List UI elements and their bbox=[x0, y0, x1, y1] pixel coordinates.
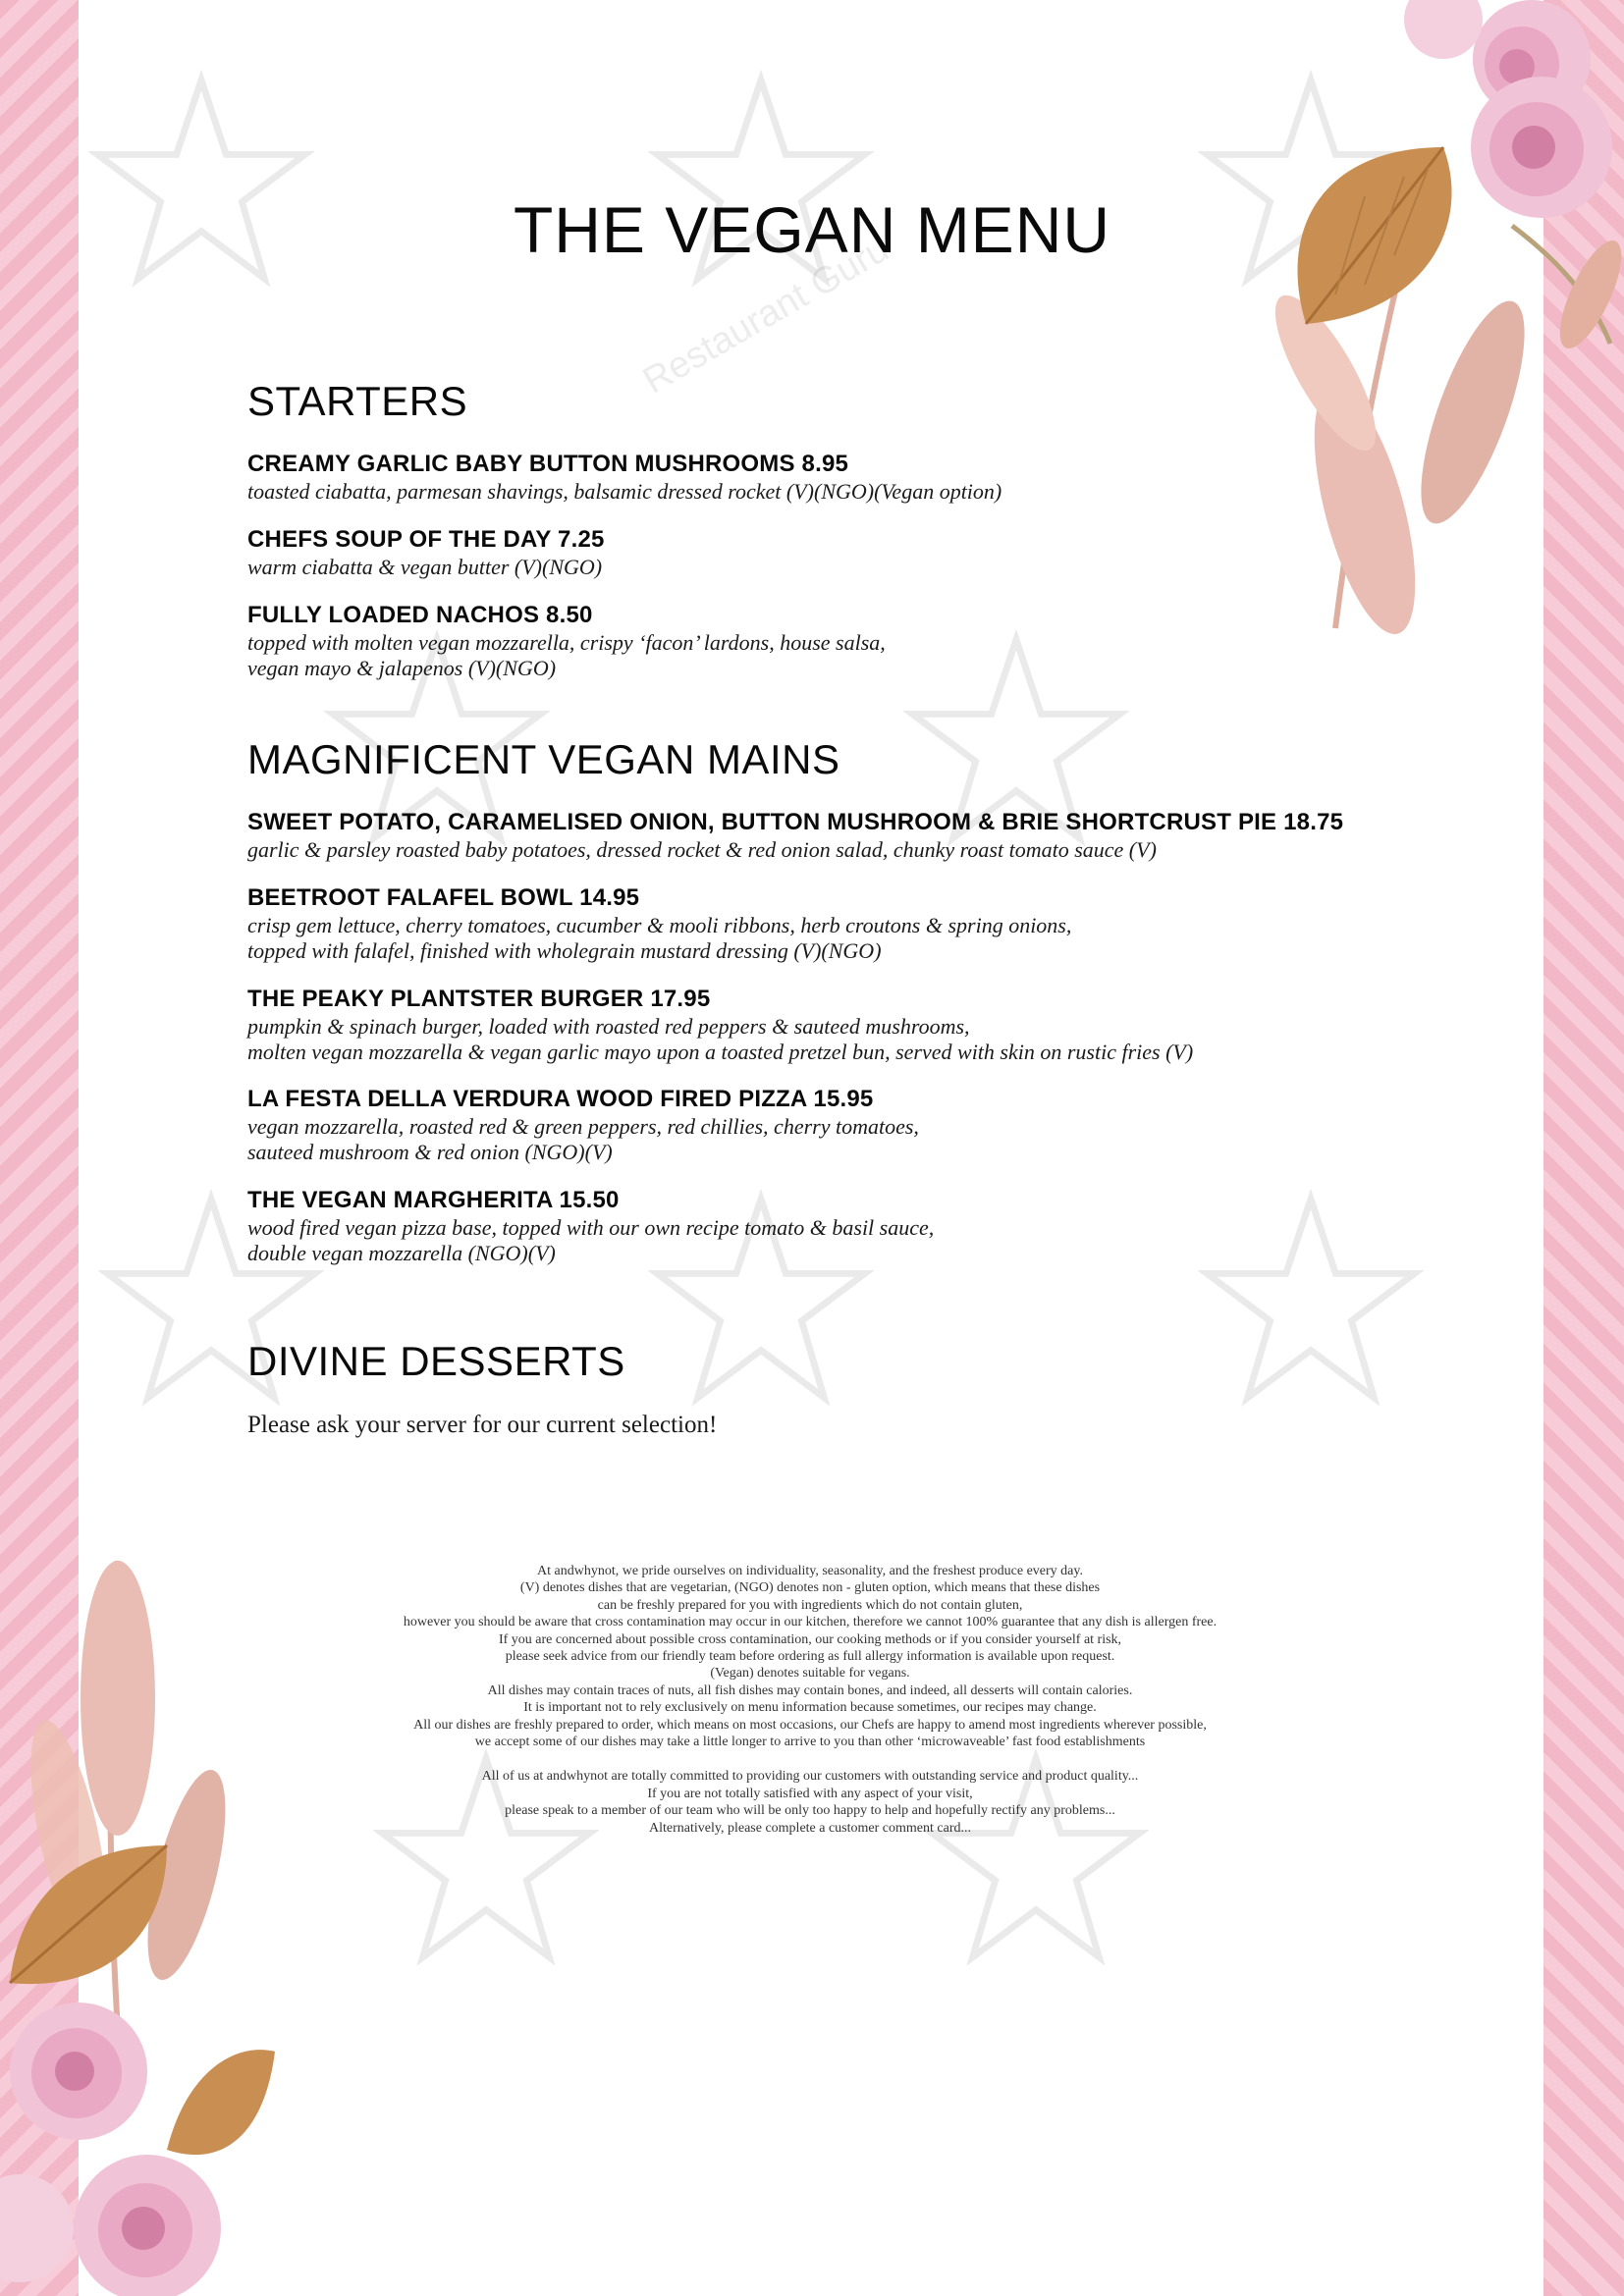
menu-item bbox=[247, 985, 1426, 1065]
footer-line: please seek advice from our friendly team before ordering as full allergy information is available upon request. bbox=[505, 1649, 1115, 1665]
item-name: THE PEAKY PLANTSTER BURGER 17.95 bbox=[247, 986, 711, 1012]
item-description: toasted ciabatta, parmesan shavings, balsamic dressed rocket (V)(NGO)(Vegan option) bbox=[247, 479, 1002, 504]
item-description: molten vegan mozzarella & vegan garlic mayo upon a toasted pretzel bun, served with skin on rustic fries (V) bbox=[247, 1040, 1194, 1064]
footer-line: please speak to a member of our team who will be only too happy to help and hopefully rectify any problems... bbox=[505, 1803, 1115, 1819]
footer-line: however you should be aware that cross contamination may occur in our kitchen, therefore we cannot 100% guarantee that any dish is allergen free. bbox=[403, 1615, 1218, 1630]
item-description: topped with falafel, finished with wholegrain mustard dressing (V)(NGO) bbox=[247, 938, 882, 963]
section-title-mains: MAGNIFICENT VEGAN MAINS bbox=[247, 736, 840, 782]
footer-line: If you are not totally satisfied with any aspect of your visit, bbox=[647, 1786, 973, 1801]
footer-line: At andwhynot, we pride ourselves on individuality, seasonality, and the freshest produce every day. bbox=[537, 1564, 1083, 1578]
item-name: SWEET POTATO, CARAMELISED ONION, BUTTON MUSHROOM & BRIE SHORTCRUST PIE 18.75 bbox=[247, 809, 1344, 835]
item-name: CHEFS SOUP OF THE DAY 7.25 bbox=[247, 526, 605, 553]
item-name: LA FESTA DELLA VERDURA WOOD FIRED PIZZA 15.95 bbox=[247, 1086, 874, 1112]
footer-line: All our dishes are freshly prepared to order, which means on most occasions, our Chefs are happy to amend most ingredients wherever possible, bbox=[413, 1717, 1207, 1733]
footer-line: we accept some of our dishes may take a little longer to arrive to you than other ‘microwaveable’ fast food establishments bbox=[474, 1735, 1146, 1750]
menu-item bbox=[247, 883, 1426, 964]
item-description: garlic & parsley roasted baby potatoes, dressed rocket & red onion salad, chunky roast tomato sauce (V) bbox=[247, 837, 1157, 862]
item-description: double vegan mozzarella (NGO)(V) bbox=[247, 1241, 556, 1265]
dessert-note: Please ask your server for our current selection! bbox=[247, 1412, 718, 1438]
footer-line: (V) denotes dishes that are vegetarian, (NGO) denotes non - gluten option, which means that these dishes bbox=[519, 1580, 1101, 1596]
footer-line: can be freshly prepared for you with ingredients which do not contain gluten, bbox=[597, 1597, 1023, 1613]
footer-line: If you are concerned about possible cross contamination, our cooking methods or if you consider yourself at risk, bbox=[498, 1631, 1122, 1647]
menu-item bbox=[247, 525, 1426, 580]
footer-line: All dishes may contain traces of nuts, all fish dishes may contain bones, and indeed, all desserts will contain calories. bbox=[487, 1682, 1133, 1698]
watermark-text: Restaurant Guru bbox=[636, 228, 896, 402]
item-description: topped with molten vegan mozzarella, crispy ‘facon’ lardons, house salsa, bbox=[247, 630, 886, 655]
menu-item bbox=[247, 1186, 1426, 1266]
footer-line: Alternatively, please complete a customer comment card... bbox=[649, 1820, 971, 1836]
item-description: pumpkin & spinach burger, loaded with roasted red peppers & sauteed mushrooms, bbox=[247, 1014, 970, 1039]
item-description: wood fired vegan pizza base, topped with our own recipe tomato & basil sauce, bbox=[247, 1215, 935, 1240]
item-description: warm ciabatta & vegan butter (V)(NGO) bbox=[247, 555, 603, 579]
footer-line: It is important not to rely exclusively on menu information because sometimes, our recipes may change. bbox=[523, 1700, 1097, 1716]
item-description: crisp gem lettuce, cherry tomatoes, cucumber & mooli ribbons, herb croutons & spring onions, bbox=[247, 913, 1072, 937]
page-title: THE VEGAN MENU bbox=[513, 193, 1111, 266]
menu-item bbox=[247, 808, 1426, 863]
menu-item bbox=[247, 1085, 1426, 1165]
footer-spacer bbox=[226, 1750, 1394, 1768]
item-description: vegan mozzarella, roasted red & green peppers, red chillies, cherry tomatoes, bbox=[247, 1114, 919, 1139]
item-name: CREAMY GARLIC BABY BUTTON MUSHROOMS 8.95 bbox=[247, 451, 849, 477]
allergy-footer bbox=[226, 1563, 1394, 1837]
item-name: BEETROOT FALAFEL BOWL 14.95 bbox=[247, 884, 640, 911]
item-name: FULLY LOADED NACHOS 8.50 bbox=[247, 602, 593, 628]
item-description: sauteed mushroom & red onion (NGO)(V) bbox=[247, 1140, 613, 1164]
section-title-starters: STARTERS bbox=[247, 378, 468, 424]
footer-line: (Vegan) denotes suitable for vegans. bbox=[710, 1666, 910, 1682]
section-title-desserts: DIVINE DESSERTS bbox=[247, 1338, 625, 1384]
footer-line: All of us at andwhynot are totally committed to providing our customers with outstanding service and product quality... bbox=[481, 1769, 1139, 1785]
menu-item bbox=[247, 601, 1426, 681]
item-name: THE VEGAN MARGHERITA 15.50 bbox=[247, 1187, 620, 1213]
item-description: vegan mayo & jalapenos (V)(NGO) bbox=[247, 656, 557, 680]
menu-item bbox=[247, 450, 1426, 505]
